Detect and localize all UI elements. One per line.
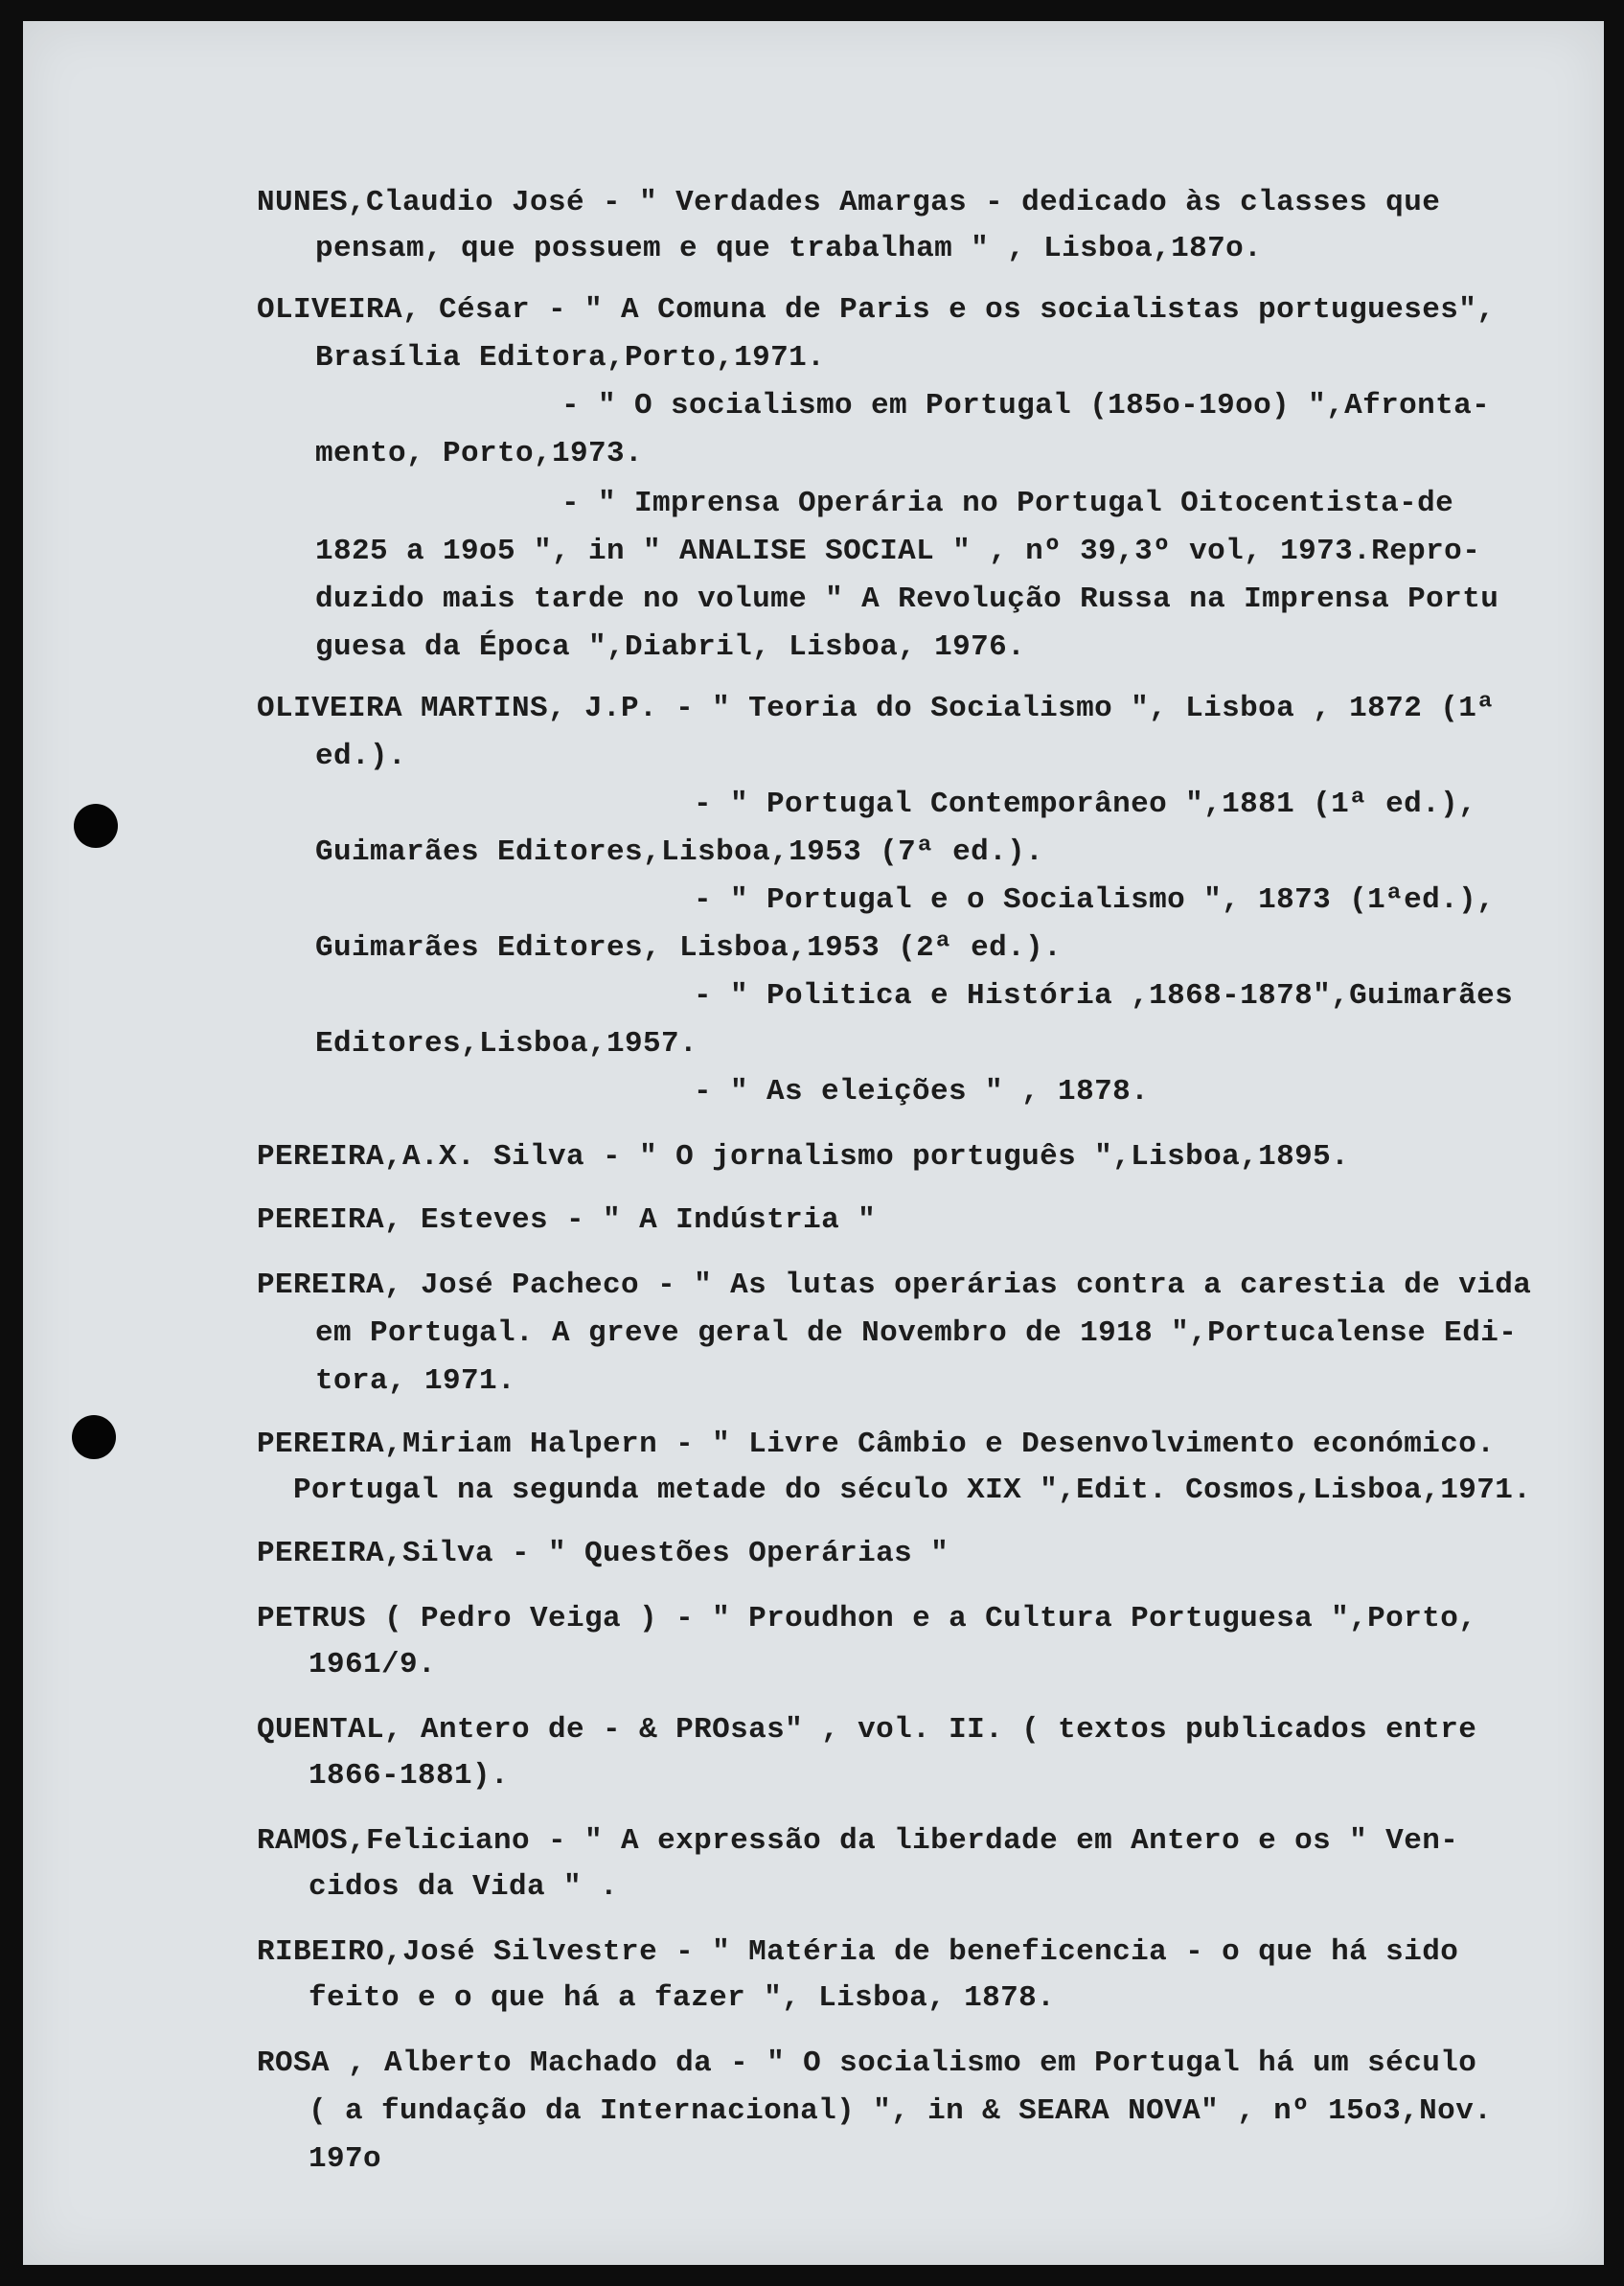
entry-line: - " Imprensa Operária no Portugal Oitocentista-de — [561, 487, 1454, 520]
entry-line: ROSA , Alberto Machado da - " O socialismo em Portugal há um século — [257, 2046, 1477, 2080]
entry-line: - " Portugal Contemporâneo ",1881 (1ª ed.), — [694, 788, 1477, 821]
entry-line: - " As eleições " , 1878. — [694, 1075, 1150, 1109]
entry-line: - " Politica e História ,1868-1878",Guimarães — [694, 979, 1514, 1013]
entry-line: Guimarães Editores, Lisboa,1953 (2ª ed.). — [315, 931, 1063, 965]
entry-line: QUENTAL, Antero de - & PROsas" , vol. II. ( textos publicados entre — [257, 1713, 1477, 1747]
entry-line: 197o — [309, 2142, 382, 2176]
entry-line: Portugal na segunda metade do século XIX ",Edit. Cosmos,Lisboa,1971. — [293, 1474, 1532, 1507]
entry-line: PEREIRA,A.X. Silva - " O jornalismo português ",Lisboa,1895. — [257, 1140, 1350, 1174]
entry-line: feito e o que há a fazer ", Lisboa, 1878. — [309, 1981, 1056, 2015]
entry-line: mento, Porto,1973. — [315, 437, 644, 470]
entry-line: cidos da Vida " . — [309, 1870, 619, 1904]
entry-line: duzido mais tarde no volume " A Revolução Russa na Imprensa Portu — [315, 583, 1499, 616]
entry-line: - " Portugal e o Socialismo ", 1873 (1ªed.), — [694, 883, 1496, 917]
entry-line: pensam, que possuem e que trabalham " , Lisboa,187o. — [315, 232, 1263, 265]
entry-line: OLIVEIRA MARTINS, J.P. - " Teoria do Socialismo ", Lisboa , 1872 (1ª — [257, 692, 1496, 725]
entry-line: Guimarães Editores,Lisboa,1953 (7ª ed.). — [315, 835, 1044, 869]
entry-line: Brasília Editora,Porto,1971. — [315, 341, 826, 375]
entry-line: ed.). — [315, 740, 407, 773]
entry-line: 1961/9. — [309, 1648, 437, 1681]
entry-line: ( a fundação da Internacional) ", in & SEARA NOVA" , nº 15o3,Nov. — [309, 2094, 1493, 2128]
entry-line: PEREIRA, José Pacheco - " As lutas operárias contra a carestia de vida — [257, 1269, 1532, 1302]
entry-line: - " O socialismo em Portugal (185o-19oo) ",Afronta- — [561, 389, 1491, 423]
entry-line: RIBEIRO,José Silvestre - " Matéria de beneficencia - o que há sido — [257, 1935, 1459, 1969]
entry-line: 1866-1881). — [309, 1759, 510, 1793]
entry-line: guesa da Época ",Diabril, Lisboa, 1976. — [315, 630, 1026, 664]
entry-line: PEREIRA, Esteves - " A Indústria " — [257, 1203, 877, 1237]
entry-line: 1825 a 19o5 ", in " ANALISE SOCIAL " , nº 39,3º vol, 1973.Repro- — [315, 535, 1481, 568]
entry-line: OLIVEIRA, César - " A Comuna de Paris e os socialistas portugueses", — [257, 293, 1496, 327]
entry-line: NUNES,Claudio José - " Verdades Amargas - dedicado às classes que — [257, 186, 1441, 219]
entry-line: Editores,Lisboa,1957. — [315, 1027, 698, 1061]
entry-line: PEREIRA,Silva - " Questões Operárias " — [257, 1537, 949, 1570]
bibliography-list — [23, 21, 1604, 2265]
entry-line: PETRUS ( Pedro Veiga ) - " Proudhon e a Cultura Portuguesa ",Porto, — [257, 1602, 1477, 1635]
entry-line: PEREIRA,Miriam Halpern - " Livre Câmbio e Desenvolvimento económico. — [257, 1428, 1496, 1461]
document-page — [23, 21, 1604, 2265]
entry-line: tora, 1971. — [315, 1364, 516, 1398]
entry-line: em Portugal. A greve geral de Novembro de 1918 ",Portucalense Edi- — [315, 1316, 1518, 1350]
entry-line: RAMOS,Feliciano - " A expressão da liberdade em Antero e os " Ven- — [257, 1824, 1459, 1858]
